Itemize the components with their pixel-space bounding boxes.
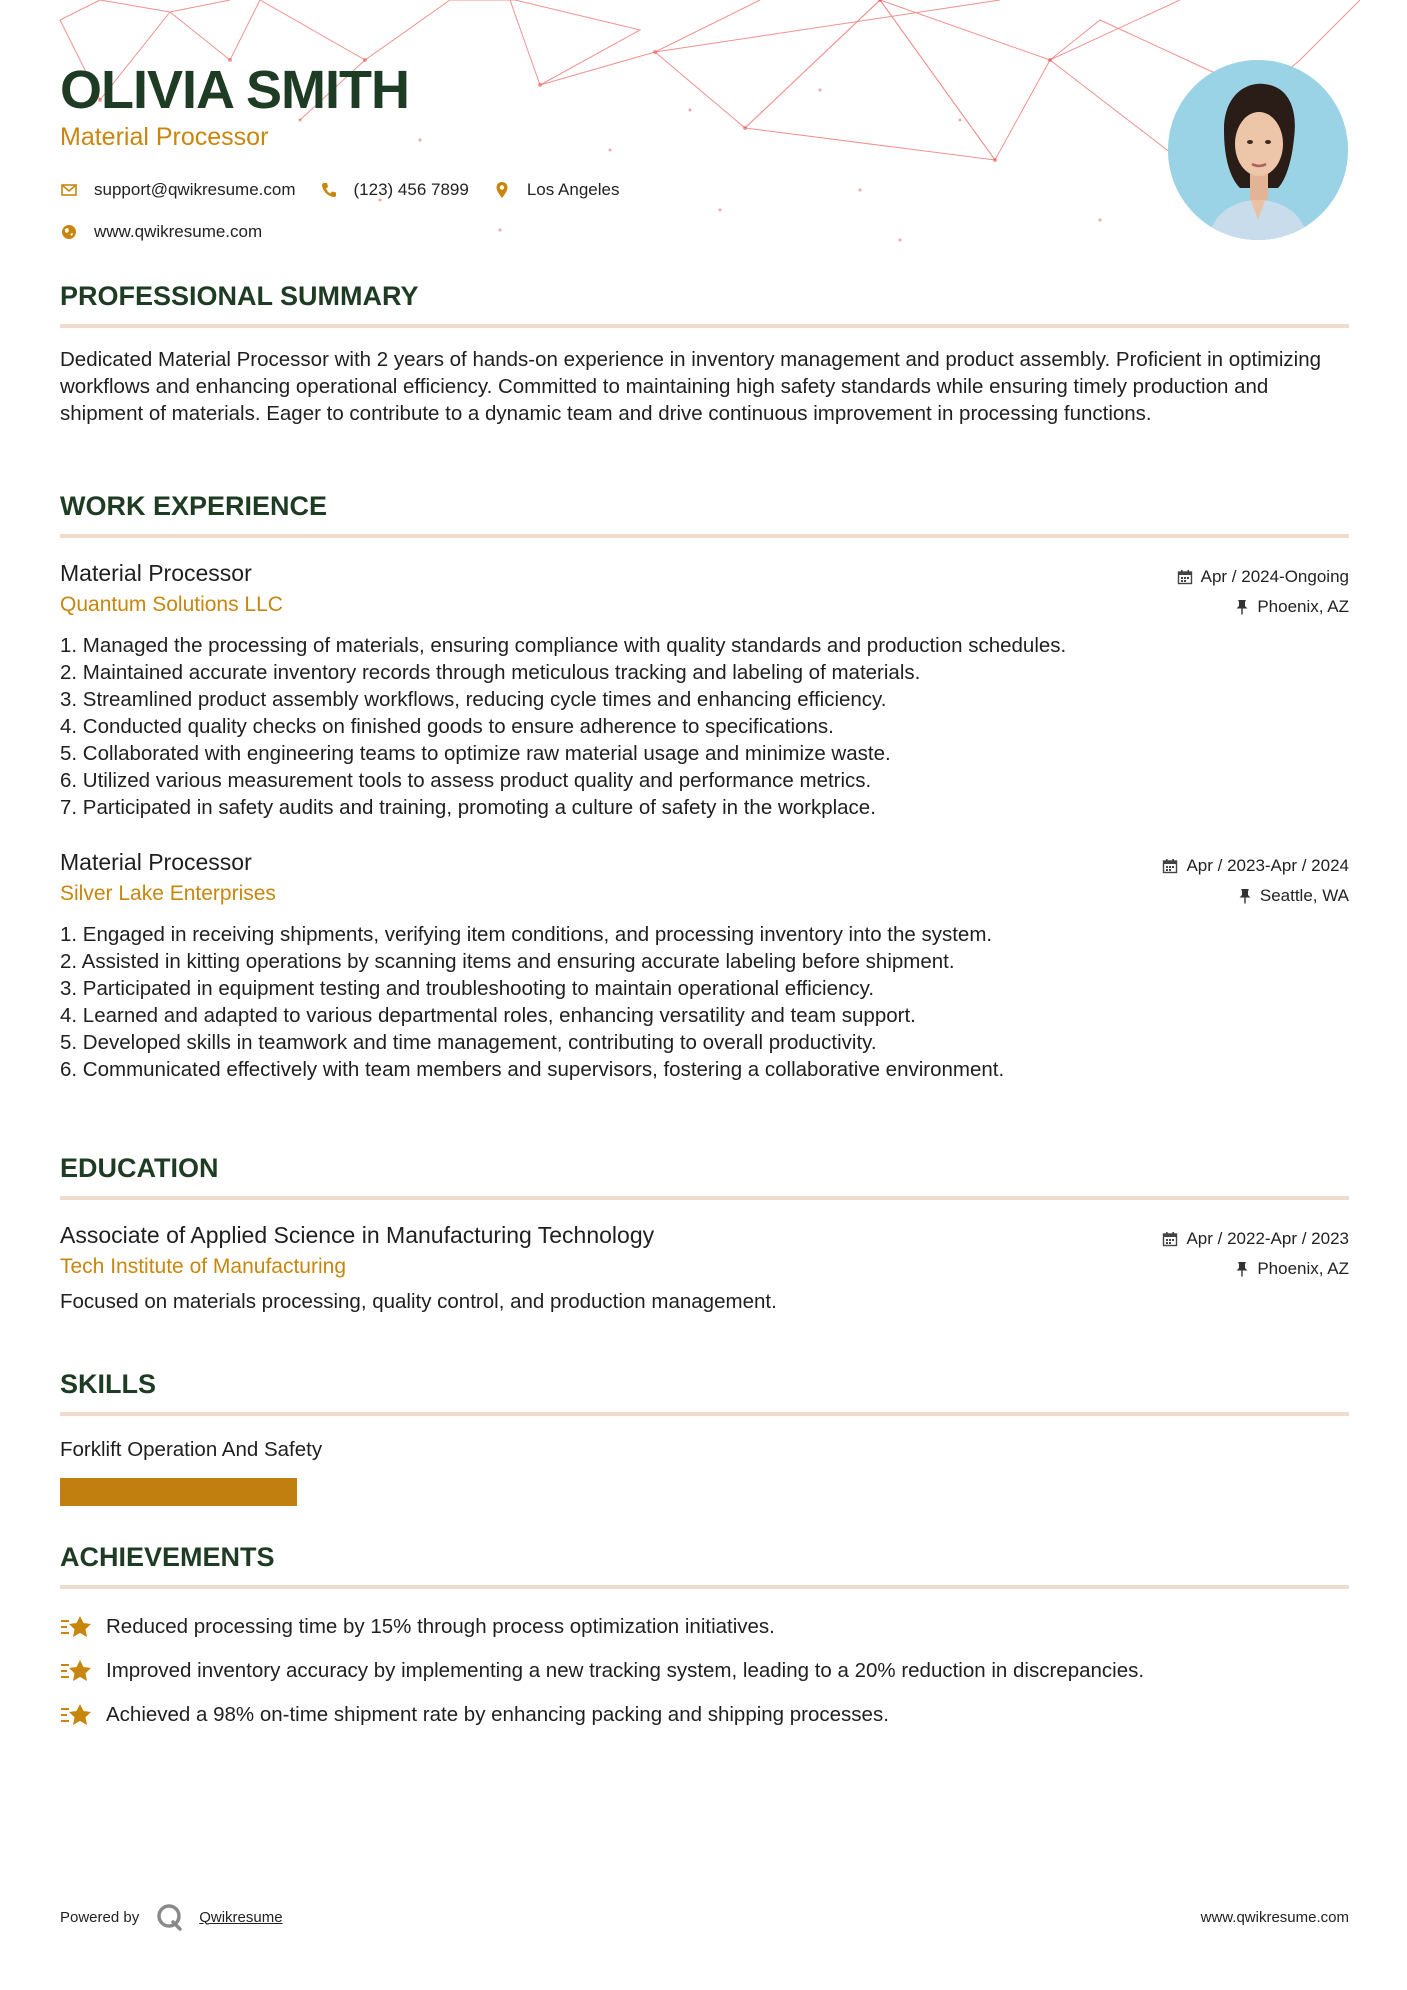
education-entry bbox=[60, 1220, 1349, 1315]
contact-email-text: support@qwikresume.com bbox=[94, 180, 296, 199]
skill-level-fill bbox=[60, 1478, 297, 1506]
qwikresume-logo-icon bbox=[155, 1902, 185, 1932]
experience-heading: WORK EXPERIENCE bbox=[60, 490, 1349, 538]
job-location bbox=[1162, 881, 1349, 911]
achievement-text: Reduced processing time by 15% through process optimization initiatives. bbox=[106, 1615, 775, 1638]
experience-section bbox=[60, 490, 1349, 1083]
summary-section bbox=[60, 280, 1349, 427]
education-location bbox=[1162, 1254, 1349, 1284]
list-item: 5. Developed skills in teamwork and time management, contributing to overall productivity. bbox=[60, 1031, 877, 1054]
star-achievement-icon bbox=[60, 1613, 94, 1641]
resume-header bbox=[60, 60, 1160, 242]
portrait-illustration bbox=[1168, 60, 1348, 240]
list-item: 6. Utilized various measurement tools to assess product quality and performance metrics. bbox=[60, 769, 872, 792]
contact-phone-text: (123) 456 7899 bbox=[353, 180, 469, 199]
skills-heading: SKILLS bbox=[60, 1368, 1349, 1416]
pushpin-icon bbox=[1235, 1261, 1249, 1277]
job-title: Material Processor bbox=[60, 849, 252, 875]
job-title: Material Processor bbox=[60, 560, 252, 586]
contact-row bbox=[60, 180, 1160, 200]
achievement-text: Improved inventory accuracy by implementing a new tracking system, leading to a 20% reduction in discrepancies. bbox=[106, 1659, 1145, 1682]
powered-by-label: Powered by bbox=[60, 1908, 140, 1926]
star-achievement-icon bbox=[60, 1657, 94, 1685]
school-name: Tech Institute of Manufacturing bbox=[60, 1255, 346, 1278]
list-item: 7. Participated in safety audits and training, promoting a culture of safety in the workplace. bbox=[60, 796, 876, 819]
skill-level-bar bbox=[60, 1478, 360, 1506]
job-company: Silver Lake Enterprises bbox=[60, 882, 276, 905]
star-achievement-icon bbox=[60, 1701, 94, 1729]
achievement-text: Achieved a 98% on-time shipment rate by enhancing packing and shipping processes. bbox=[106, 1703, 889, 1726]
candidate-title: Material Processor bbox=[60, 123, 269, 151]
job-dates bbox=[1162, 851, 1349, 881]
job-dates-text: Apr / 2024-Ongoing bbox=[1200, 567, 1349, 586]
contact-location bbox=[493, 180, 620, 200]
job-dates bbox=[1177, 562, 1349, 592]
list-item: 3. Streamlined product assembly workflows, reducing cycle times and enhancing efficiency. bbox=[60, 688, 887, 711]
job-entry bbox=[60, 847, 1349, 1083]
envelope-icon bbox=[60, 181, 78, 199]
achievement-item bbox=[60, 1649, 1349, 1693]
job-entry bbox=[60, 558, 1349, 821]
achievements-list bbox=[60, 1605, 1349, 1737]
contact-phone[interactable] bbox=[320, 180, 469, 200]
contact-website-text: www.qwikresume.com bbox=[94, 222, 263, 241]
education-dates-text: Apr / 2022-Apr / 2023 bbox=[1186, 1229, 1349, 1248]
list-item: 2. Maintained accurate inventory records through meticulous tracking and labeling of materials. bbox=[60, 661, 921, 684]
job-bullets bbox=[60, 632, 1349, 821]
education-description: Focused on materials processing, quality control, and production management. bbox=[60, 1290, 777, 1313]
skills-section bbox=[60, 1368, 1349, 1506]
globe-icon bbox=[60, 223, 78, 241]
education-heading: EDUCATION bbox=[60, 1152, 1349, 1200]
calendar-icon bbox=[1162, 1231, 1178, 1247]
footer-url[interactable]: www.qwikresume.com bbox=[1200, 1908, 1349, 1926]
summary-heading: PROFESSIONAL SUMMARY bbox=[60, 280, 1349, 328]
list-item: 4. Learned and adapted to various departmental roles, enhancing versatility and team support. bbox=[60, 1004, 916, 1027]
achievement-item bbox=[60, 1605, 1349, 1649]
contact-website[interactable] bbox=[60, 222, 262, 242]
summary-text: Dedicated Material Processor with 2 years of hands-on experience in inventory management and product assembly. Proficient in optimizing workflows and enhancing operational efficiency. Committed to maintaining high safety standards while ensuring timely production and shipment of materials. Eager to contribute to a dynamic team and drive continuous improvement in processing functions. bbox=[60, 348, 1322, 425]
achievement-item bbox=[60, 1693, 1349, 1737]
list-item: 2. Assisted in kitting operations by scanning items and ensuring accurate labeling before shipment. bbox=[60, 950, 955, 973]
profile-photo bbox=[1168, 60, 1348, 240]
map-pin-icon bbox=[493, 181, 511, 199]
list-item: 6. Communicated effectively with team members and supervisors, fostering a collaborative environment. bbox=[60, 1058, 1005, 1081]
pushpin-icon bbox=[1235, 599, 1249, 615]
education-meta bbox=[1162, 1224, 1349, 1284]
job-meta bbox=[1162, 851, 1349, 911]
education-location-text: Phoenix, AZ bbox=[1257, 1259, 1349, 1278]
job-location-text: Seattle, WA bbox=[1259, 886, 1349, 905]
achievements-heading: ACHIEVEMENTS bbox=[60, 1541, 1349, 1589]
job-company: Quantum Solutions LLC bbox=[60, 593, 283, 616]
job-dates-text: Apr / 2023-Apr / 2024 bbox=[1186, 856, 1349, 875]
list-item: 3. Participated in equipment testing and troubleshooting to maintain operational efficiency. bbox=[60, 977, 875, 1000]
job-location bbox=[1177, 592, 1349, 622]
skill-name: Forklift Operation And Safety bbox=[60, 1438, 323, 1461]
qwikresume-link[interactable]: Qwikresume bbox=[199, 1908, 283, 1926]
page-footer bbox=[60, 1900, 1349, 1934]
job-location-text: Phoenix, AZ bbox=[1257, 597, 1349, 616]
education-section bbox=[60, 1152, 1349, 1315]
job-meta bbox=[1177, 562, 1349, 622]
list-item: 1. Managed the processing of materials, ensuring compliance with quality standards and production schedules. bbox=[60, 634, 1067, 657]
contact-row-website bbox=[60, 222, 1160, 242]
contact-location-text: Los Angeles bbox=[526, 180, 620, 199]
phone-icon bbox=[320, 181, 338, 199]
education-dates bbox=[1162, 1224, 1349, 1254]
list-item: 5. Collaborated with engineering teams to optimize raw material usage and minimize waste. bbox=[60, 742, 891, 765]
calendar-icon bbox=[1162, 858, 1178, 874]
list-item: 1. Engaged in receiving shipments, verifying item conditions, and processing inventory into the system. bbox=[60, 923, 993, 946]
candidate-name: OLIVIA SMITH bbox=[60, 60, 409, 120]
list-item: 4. Conducted quality checks on finished goods to ensure adherence to specifications. bbox=[60, 715, 834, 738]
pushpin-icon bbox=[1238, 888, 1252, 904]
achievements-section bbox=[60, 1541, 1349, 1737]
job-bullets bbox=[60, 921, 1349, 1083]
calendar-icon bbox=[1177, 569, 1193, 585]
contact-email[interactable] bbox=[60, 180, 296, 200]
degree-title: Associate of Applied Science in Manufacturing Technology bbox=[60, 1222, 655, 1248]
